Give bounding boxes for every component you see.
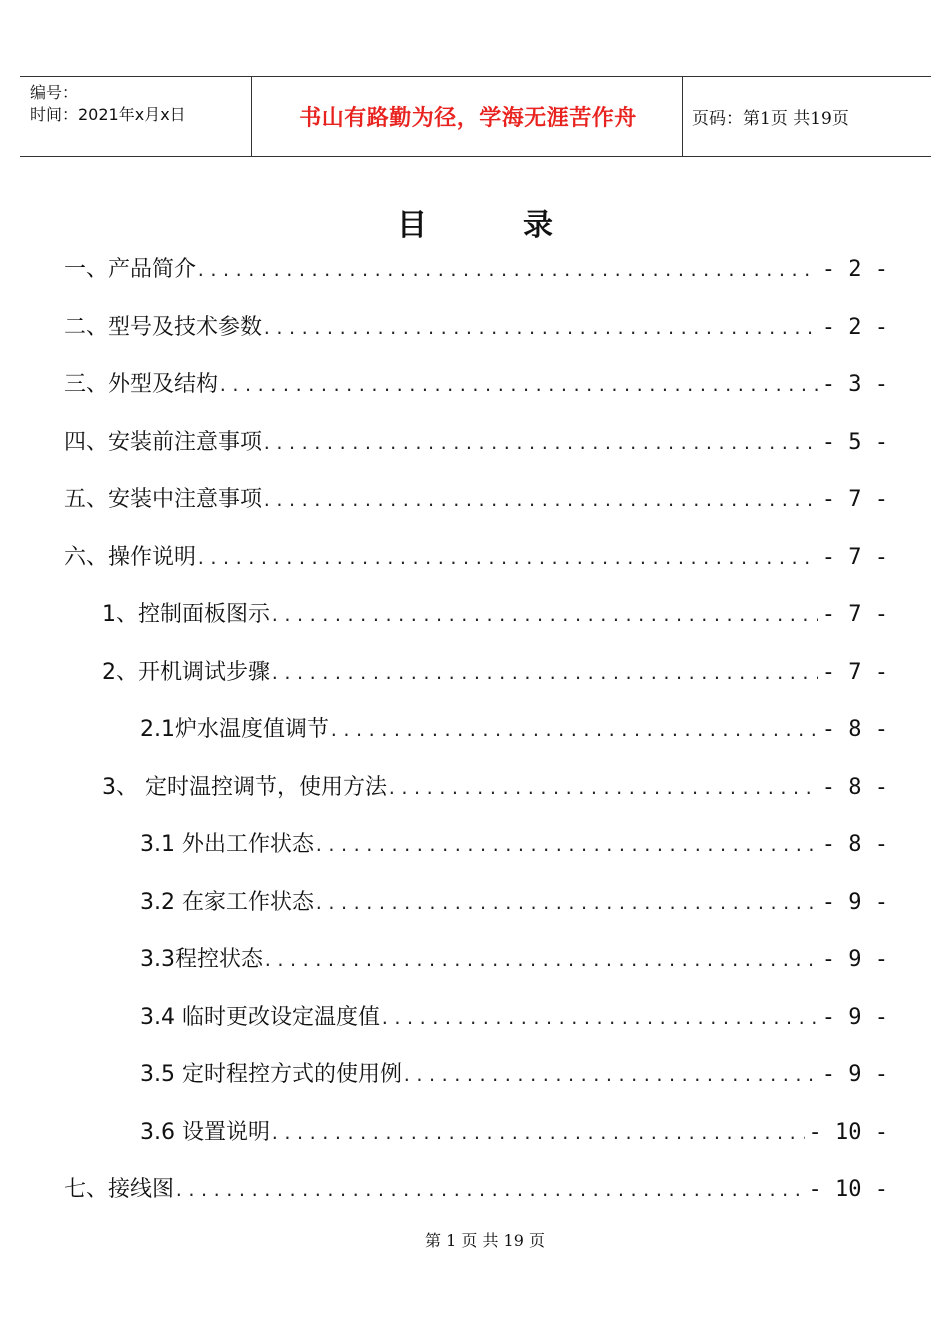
toc-entry-page: - 7 - (821, 487, 888, 512)
toc-entry-label: 四、安装前注意事项 (64, 430, 263, 455)
toc-entry-page: - 9 - (821, 890, 888, 915)
toc-entry[interactable] (140, 1055, 888, 1095)
page-header (20, 76, 931, 157)
toc-entry-label: 3.6 设置说明 (140, 1120, 270, 1145)
toc-entry-label: 一、产品简介 (64, 257, 197, 282)
toc-entry[interactable] (64, 365, 888, 405)
toc-leader-dots (329, 711, 818, 751)
toc-leader-dots (262, 424, 818, 464)
toc-entry[interactable] (64, 250, 888, 290)
toc-entry-page: - 2 - (821, 257, 888, 282)
toc-entry[interactable] (140, 825, 888, 865)
toc-leader-dots (270, 596, 818, 636)
toc-entry-label: 二、型号及技术参数 (64, 315, 263, 340)
toc-entry[interactable] (64, 480, 888, 520)
page-footer: 第 1 页 共 19 页 (425, 1231, 545, 1250)
toc-entry[interactable] (102, 595, 888, 635)
toc-leader-dots (270, 654, 818, 694)
header-number-label: 编号： (30, 83, 79, 102)
toc-leader-dots (270, 1114, 805, 1154)
toc-entry-page: - 8 - (821, 717, 888, 742)
toc-entry-label: 七、接线图 (64, 1177, 175, 1202)
toc-leader-dots (196, 539, 818, 579)
toc-leader-dots (380, 999, 818, 1039)
toc-leader-dots (262, 309, 818, 349)
toc-entry-page: - 7 - (821, 602, 888, 627)
toc-leader-dots (387, 769, 818, 809)
toc-entry-label: 3.3程控状态 (140, 947, 263, 972)
toc-entry[interactable] (64, 1170, 888, 1210)
toc-entry[interactable] (102, 768, 888, 808)
toc-entry-page: - 9 - (821, 1062, 888, 1087)
toc-entry[interactable] (140, 998, 888, 1038)
toc-leader-dots (402, 1056, 818, 1096)
toc-entry[interactable] (140, 1113, 888, 1153)
toc-entry-label: 三、外型及结构 (64, 372, 219, 397)
toc-entry-label: 六、操作说明 (64, 545, 197, 570)
header-divider (251, 77, 252, 156)
toc-entry-page: - 7 - (821, 545, 888, 570)
header-divider (682, 77, 683, 156)
header-meta (30, 82, 186, 126)
toc-entry-page: - 9 - (821, 1005, 888, 1030)
toc-entry[interactable] (140, 940, 888, 980)
toc-entry-label: 3.4 临时更改设定温度值 (140, 1005, 380, 1030)
toc-entry-page: - 10 - (808, 1177, 888, 1202)
toc-leader-dots (314, 884, 818, 924)
toc-leader-dots (262, 481, 818, 521)
toc-entry[interactable] (140, 883, 888, 923)
toc-leader-dots (263, 941, 818, 981)
toc-entry-label: 3.1 外出工作状态 (140, 832, 314, 857)
toc-entry[interactable] (140, 710, 888, 750)
toc-entry-page: - 3 - (821, 372, 888, 397)
toc-entry-label: 3.5 定时程控方式的使用例 (140, 1062, 402, 1087)
toc-entry-label: 五、安装中注意事项 (64, 487, 263, 512)
toc-entry[interactable] (64, 308, 888, 348)
toc-leader-dots (314, 826, 818, 866)
toc-entry[interactable] (64, 538, 888, 578)
toc-leader-dots (196, 251, 818, 291)
toc-entry[interactable] (64, 423, 888, 463)
toc-entry-page: - 8 - (821, 775, 888, 800)
header-page-info: 页码：第1页 共19页 (692, 109, 849, 129)
toc-entry-label: 2、开机调试步骤 (102, 660, 270, 685)
toc-entry-label: 3.2 在家工作状态 (140, 890, 314, 915)
toc-leader-dots (174, 1171, 805, 1211)
toc-entry[interactable] (102, 653, 888, 693)
toc-entry-page: - 9 - (821, 947, 888, 972)
toc-leader-dots (218, 366, 818, 406)
toc-entry-label: 3、 定时温控调节，使用方法 (102, 775, 387, 800)
toc-entry-page: - 7 - (821, 660, 888, 685)
toc-entry-label: 2.1炉水温度值调节 (140, 717, 329, 742)
toc-entry-page: - 10 - (808, 1120, 888, 1145)
toc-entry-page: - 5 - (821, 430, 888, 455)
toc-entry-page: - 2 - (821, 315, 888, 340)
toc-title: 目录 (397, 208, 649, 243)
toc-entry-label: 1、控制面板图示 (102, 602, 270, 627)
header-motto: 书山有路勤为径，学海无涯苦作舟 (299, 105, 637, 131)
header-time-label: 时间：2021年x月x日 (30, 105, 186, 124)
toc-entry-page: - 8 - (821, 832, 888, 857)
